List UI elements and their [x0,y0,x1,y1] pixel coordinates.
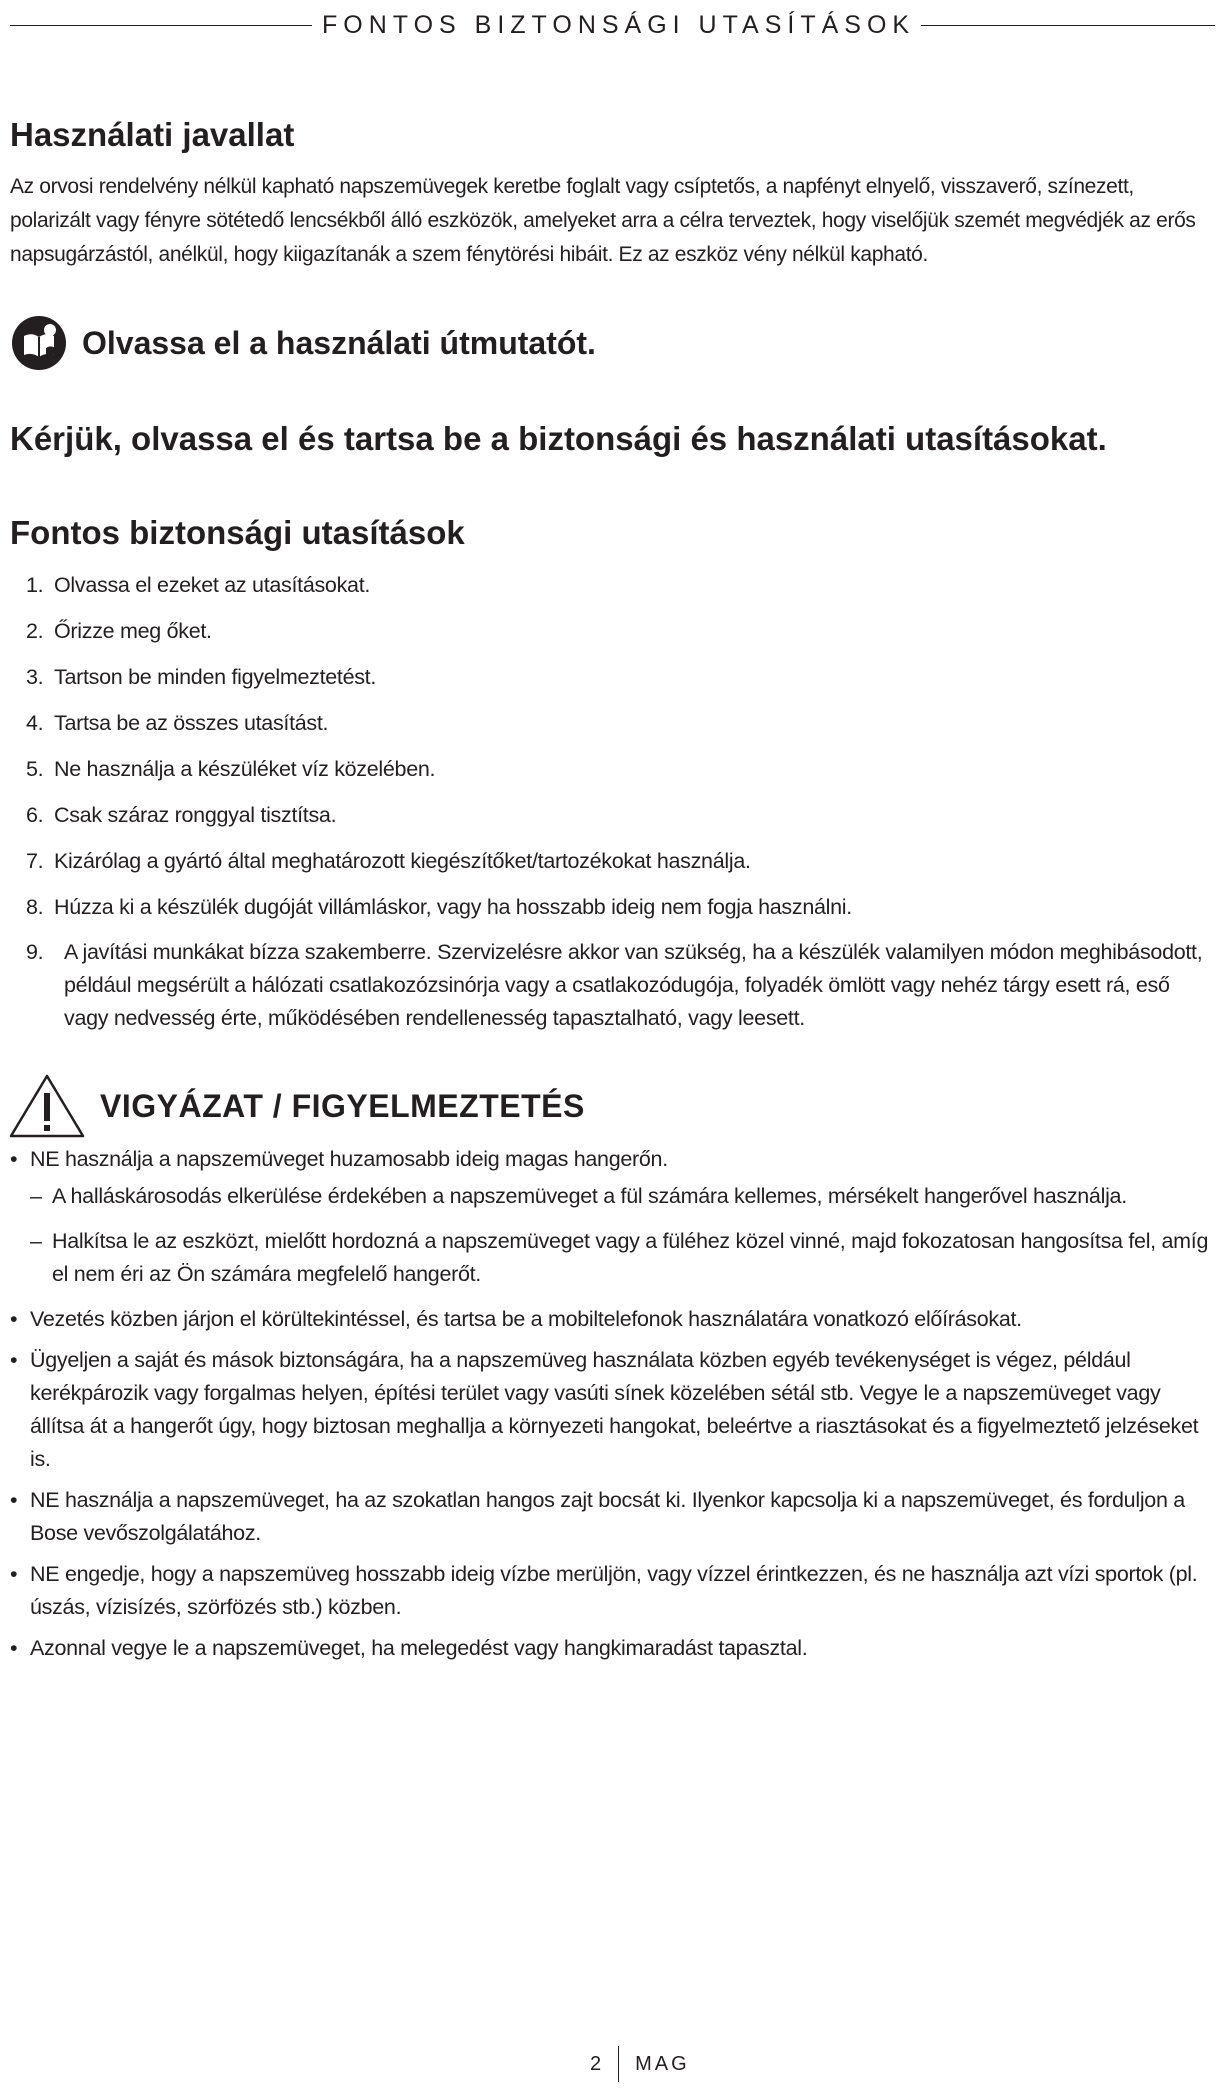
warning-item [10,1303,1210,1336]
bullet-mark: • [10,1636,18,1660]
list-item [26,844,1216,878]
warning-item-text: Ügyeljen a saját és mások biztonságára, ha a napszemüveg használata közben egyéb tevékenységet is végez, például kerékpározik vagy forgalmas helyen, építési terület vagy vasúti sínek közelében sétál stb. Vegye le a napszemüveget vagy állítsa át a hangerőt úgy, hogy biztosan meghallja a környezeti hangokat, beleértve a riasztásokat és a figyelmeztető jelzéseket is. [30,1348,1199,1471]
safety-title: Fontos biztonsági utasítások [10,514,465,551]
warning-triangle-icon [8,1073,86,1139]
warning-subitem-text: Halkítsa le az eszközt, mielőtt hordozná a napszemüveget vagy a füléhez közel vinné, majd fokozatosan hangosítsa fel, amíg el nem éri az Ön számára megfelelő hangerőt. [52,1229,1209,1286]
page-footer [590,2044,690,2084]
list-text: Ne használja a készüléket víz közelében. [54,757,436,781]
list-text: Olvassa el ezeket az utasításokat. [54,573,371,597]
list-number: 7. [26,849,44,873]
warning-item-text: Azonnal vegye le a napszemüveget, ha melegedést vagy hangkimaradást tapasztal. [30,1636,808,1660]
list-item [26,706,1216,740]
list-number: 5. [26,757,44,781]
bullet-mark: • [10,1307,18,1331]
list-number: 4. [26,711,44,735]
read-manual-row [10,313,596,373]
list-item [26,660,1216,694]
warning-item [10,1484,1210,1550]
list-number: 3. [26,665,44,689]
warning-item [10,1632,1210,1665]
page-header [10,12,1215,38]
usage-title: Használati javallat [10,116,295,153]
list-text: Őrizze meg őket. [54,619,212,643]
usage-text: Az orvosi rendelvény nélkül kapható napszemüvegek keretbe foglalt vagy csíptetős, a napfényt elnyelő, visszaverő, színezett, polarizált vagy fényre sötétedő lencsékből álló eszközök, amelyeket arra a célra terveztek, hogy viselőjük szemét megvédjék az erős napsugárzástól, anélkül, hogy kiigazítanák a szem fénytörési hibáit. Ez az eszköz vény nélkül kapható. [10,175,1196,266]
safety-list [26,568,1216,1047]
page-number: 2 [590,2052,605,2075]
list-number: 2. [26,619,44,643]
list-item [26,936,1216,1035]
warning-row [8,1072,585,1140]
list-text: Tartsa be az összes utasítást. [54,711,329,735]
list-item [26,568,1216,602]
warning-subitem-text: A halláskárosodás elkerülése érdekében a napszemüveget a fül számára kellemes, mérsékelt hangerővel használja. [52,1184,1127,1208]
product-name: MAG [635,2052,690,2075]
list-text: Kizárólag a gyártó által meghatározott kiegészítőket/tartozékokat használja. [54,849,751,873]
list-text: Húzza ki a készülék dugóját villámláskor, vagy ha hosszabb ideig nem fogja használni. [54,895,852,919]
list-item [26,890,1216,924]
list-number: 1. [26,573,44,597]
list-item [26,752,1216,786]
dash-mark: – [30,1229,42,1253]
bullet-mark: • [10,1488,18,1512]
bullet-mark: • [10,1147,18,1171]
list-text: Tartson be minden figyelmeztetést. [54,665,377,689]
header-title: FONTOS BIZTONSÁGI UTASÍTÁSOK [322,10,916,39]
warning-subitem [30,1225,1210,1291]
bullet-mark: • [10,1348,18,1372]
warning-item [10,1558,1210,1624]
list-item [26,798,1216,832]
warning-item-text: NE használja a napszemüveget, ha az szokatlan hangos zajt bocsát ki. Ilyenkor kapcsolja ki a napszemüveget, és forduljon a Bose vevőszolgálatához. [30,1488,1185,1545]
please-read-heading: Kérjük, olvassa el és tartsa be a biztonsági és használati utasításokat. [10,420,1107,457]
dash-mark: – [30,1184,42,1208]
warning-item [10,1143,1210,1291]
warning-title: VIGYÁZAT / FIGYELMEZTETÉS [100,1087,585,1124]
read-manual-text: Olvassa el a használati útmutatót. [82,324,596,361]
warning-item [10,1344,1210,1476]
header-rule-left [10,25,312,26]
warning-sublist [30,1180,1210,1291]
warning-item-text: Vezetés közben járjon el körültekintéssel, és tartsa be a mobiltelefonok használatára vonatkozó előírásokat. [30,1307,1022,1331]
list-item [26,614,1216,648]
read-manual-icon [10,314,68,372]
list-text: Csak száraz ronggyal tisztítsa. [54,803,337,827]
list-number: 6. [26,803,44,827]
warning-subitem [30,1180,1210,1213]
list-text: A javítási munkákat bízza szakemberre. Szervizelésre akkor van szükség, ha a készülék valamilyen módon meghibásodott, például megsérült a hálózati csatlakozózsinórja vagy a csatlakozódugója, folyadék ömlött vagy nehéz tárgy esett rá, eső vagy nedvesség érte, működésében rendellenesség tapasztalható, vagy leesett. [64,940,1203,1030]
warning-list [10,1143,1210,1673]
list-number: 8. [26,895,44,919]
warning-item-text: NE engedje, hogy a napszemüveg hosszabb ideig vízbe merüljön, vagy vízzel érintkezzen, és ne használja azt vízi sportok (pl. úszás, vízisízés, szörfözés stb.) közben. [30,1562,1198,1619]
footer-separator [618,2046,619,2082]
warning-item-text: NE használja a napszemüveget huzamosabb ideig magas hangerőn. [30,1147,668,1171]
header-rule-right [921,25,1215,26]
bullet-mark: • [10,1562,18,1586]
list-number: 9. [26,940,44,964]
